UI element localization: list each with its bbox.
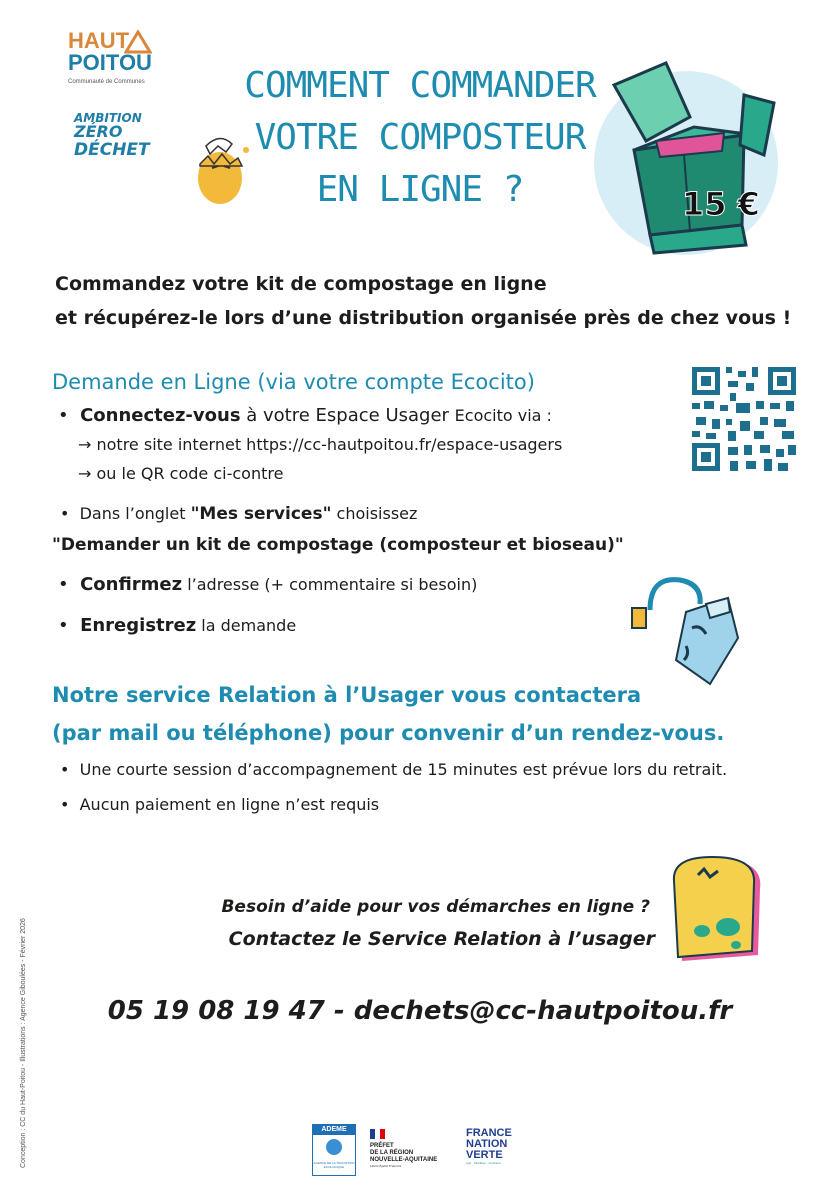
save-text: la demande (196, 616, 297, 635)
tab-post-text: choisissez (331, 504, 418, 523)
fnv-sub: Agir · Mobiliser · Accélérer (466, 1161, 502, 1165)
prefet-motto: Liberté Égalité Fraternité (370, 1164, 402, 1168)
connect-small: Ecocito via : (454, 406, 552, 425)
marianne-flag-icon (370, 1129, 386, 1139)
online-heading: Demande en Ligne (via votre compte Ecocito) (52, 370, 535, 394)
zero-label: ZÉRO (74, 122, 123, 141)
logo-subtitle: Communauté de Communes (68, 79, 145, 85)
website-link[interactable]: → notre site internet https://cc-hautpoitou.fr/espace-usagers (78, 435, 563, 454)
contact-line-1: Notre service Relation à l’Usager vous contactera (52, 683, 642, 707)
dechet-label: DÉCHET (74, 140, 150, 160)
confirm-bold: Confirmez (80, 574, 183, 595)
contact-bullet-1-text: Une courte session d’accompagnement de 15 minutes est prévue lors du retrait. (79, 760, 728, 779)
ademe-logo (312, 1124, 356, 1176)
qr-code-hint: → ou le QR code ci-contre (78, 464, 284, 483)
connect-bold: Connectez-vous (80, 405, 241, 426)
contact-bullet-1: • Une courte session d’accompagnement de 15 minutes est prévue lors du retrait. (60, 760, 728, 779)
prefet-line-1: PRÉFET (370, 1143, 394, 1149)
contact-bullet-2-text: Aucun paiement en ligne n’est requis (79, 795, 380, 814)
ademe-globe-icon (313, 1135, 355, 1157)
contact-line-2: (par mail ou téléphone) pour convenir d’un rendez-vous. (52, 721, 725, 745)
price-label: 15 € (682, 185, 760, 223)
fnv-line-2: NATION (466, 1138, 508, 1150)
france-nation-verte-logo (466, 1128, 530, 1166)
logo-haut: HAUT (68, 28, 130, 53)
tab-pre-text: Dans l’onglet (79, 504, 191, 523)
intro-line-2: et récupérez-le lors d’une distribution organisée près de chez vous ! (55, 307, 792, 329)
bread-illustration-icon (668, 855, 770, 967)
prefet-line-3: NOUVELLE-AQUITAINE (370, 1157, 438, 1163)
prefet-logo (370, 1124, 450, 1169)
bag-illustration-icon (630, 568, 742, 688)
tab-bold-text: "Mes services" (190, 504, 332, 524)
fnv-line-3: VERTE (466, 1149, 503, 1161)
fnv-line-1: FRANCE (466, 1127, 512, 1139)
ademe-text: ADEME (313, 1125, 355, 1135)
connect-bullet: • Connectez-vous à votre Espace Usager Ecocito via : (58, 405, 552, 426)
title-line-1: COMMENT COMMANDER (244, 65, 596, 106)
ademe-sub: AGENCE DE LA TRANSITION ÉCOLOGIQUE (313, 1161, 355, 1169)
tab-instruction: • Dans l’onglet "Mes services" choisissez (60, 504, 418, 524)
save-bullet: • Enregistrez la demande (58, 615, 297, 636)
prefet-line-2: DE LA RÉGION (370, 1150, 414, 1156)
title-line-2: VOTRE COMPOSTEUR (254, 117, 586, 158)
request-label: "Demander un kit de compostage (composteur et bioseau)" (52, 535, 624, 555)
help-question: Besoin d’aide pour vos démarches en ligne ? (221, 897, 650, 917)
credit-text: Conception : CC du Haut-Poitou - Illustrations : Agence Giboulées - Février 2026 (20, 918, 27, 1168)
confirm-text: l’adresse (+ commentaire si besoin) (182, 575, 478, 594)
confirm-bullet: • Confirmez l’adresse (+ commentaire si besoin) (58, 574, 478, 595)
composter-illustration-icon (594, 55, 794, 260)
title-line-3: EN LIGNE ? (316, 169, 524, 210)
logo-poitou: POITOU (68, 50, 152, 75)
qr-code-icon[interactable] (690, 365, 798, 473)
connect-text: à votre Espace Usager (240, 405, 455, 426)
save-bold: Enregistrez (80, 615, 197, 636)
phone-email[interactable]: 05 19 08 19 47 - dechets@cc-hautpoitou.fr (107, 996, 733, 1026)
contact-bullet-2: • Aucun paiement en ligne n’est requis (60, 795, 380, 814)
help-cta: Contactez le Service Relation à l’usager (228, 928, 655, 950)
ambition-label: AMBITION (74, 111, 142, 125)
intro-line-1: Commandez votre kit de compostage en ligne (55, 273, 547, 295)
